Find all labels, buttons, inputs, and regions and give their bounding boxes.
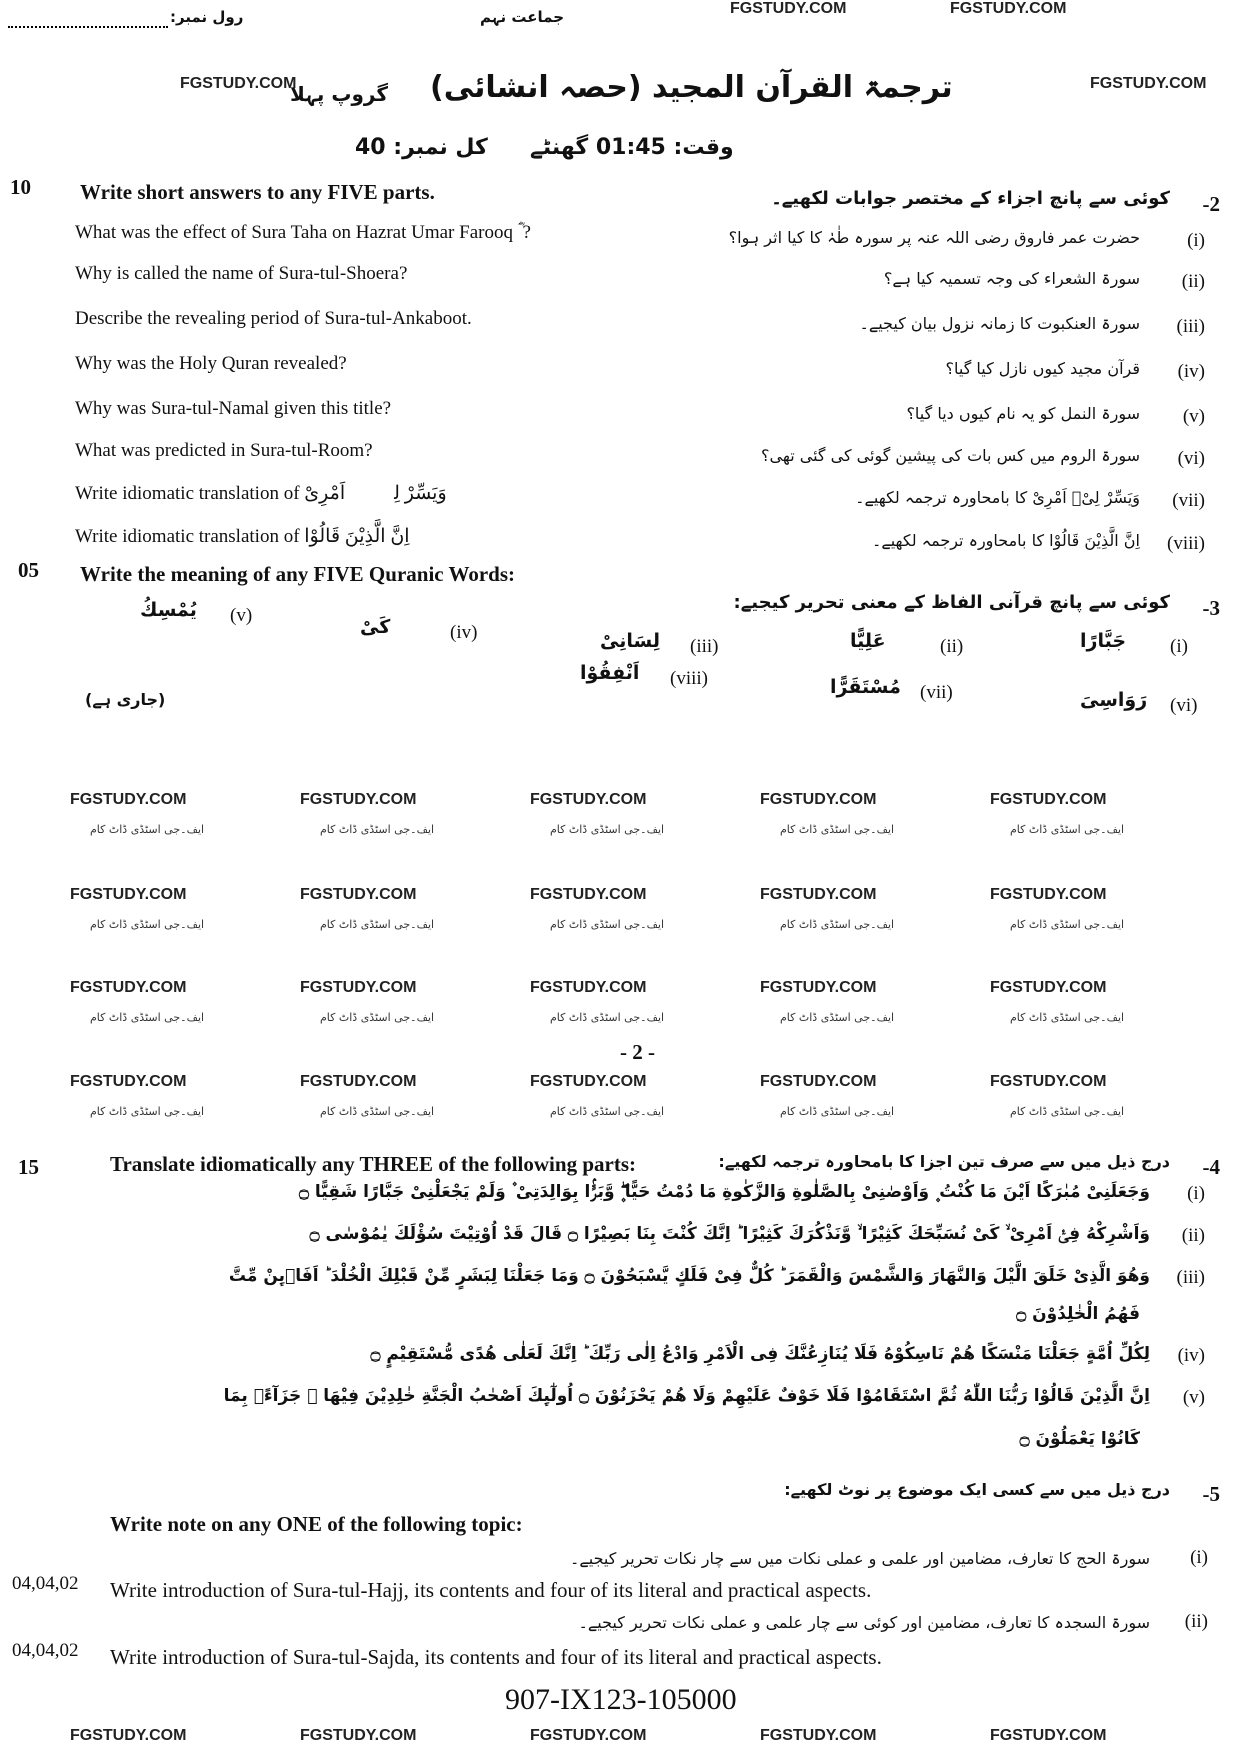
q5-part-marks: 04,04,02 [12,1640,79,1661]
word-number: (ii) [940,636,964,657]
question-part-en: What was predicted in Sura-tul-Room? [75,440,373,461]
watermark-text: FGSTUDY.COM [990,1727,1107,1744]
question-part-ur: قرآن مجید کیوں نازل کیا گیا؟ [945,359,1140,378]
question-part-number: (vii) [1172,490,1205,511]
q5-part-number: (i) [1190,1547,1208,1568]
q4-instruction-en: Translate idiomatically any THREE of the following parts: [110,1152,636,1176]
watermark-text-urdu: ایف۔جی اسٹڈی ڈاٹ کام [320,1105,435,1118]
q3-instruction-en: Write the meaning of any FIVE Quranic Words: [80,562,515,586]
q4-marks: 15 [18,1155,39,1179]
question-part-en: Why was the Holy Quran revealed? [75,353,347,374]
roll-no-label: رول نمبر: [170,8,244,26]
watermark-text-urdu: ایف۔جی اسٹڈی ڈاٹ کام [780,1011,895,1024]
word-number: (i) [1170,636,1188,657]
question-part-en: Write idiomatic translation of اِنَّ الَّذِیْنَ قَالُوْا [75,526,410,547]
q5-part-en: Write introduction of Sura-tul-Hajj, its contents and four of its literal and practical aspects. [110,1578,872,1602]
watermark-text-urdu: ایف۔جی اسٹڈی ڈاٹ کام [1010,1011,1125,1024]
question-part-number: (iv) [1177,361,1205,382]
arabic-verse-line: وَجَعَلَنِیْ مُبٰرَكًا اَیْنَ مَا كُنْتُ ۪ وَاَوْصٰنِیْ بِالصَّلٰوةِ وَالزَّكٰوةِ مَا دُمْتُ حَیًّا ۪ۖ وَّبَرًّۢا بِوَالِدَتِیْ ۫ وَلَمْ یَجْعَلْنِیْ جَبَّارًا شَقِیًّا ۝ [299,1182,1150,1202]
watermark-text: FGSTUDY.COM [990,886,1107,903]
word-number: (vi) [1170,695,1198,716]
question-part-en: Describe the revealing period of Sura-tul-Ankaboot. [75,308,472,329]
watermark-text-urdu: ایف۔جی اسٹڈی ڈاٹ کام [1010,823,1125,836]
watermark-text-urdu: ایف۔جی اسٹڈی ڈاٹ کام [550,823,665,836]
continued-note: (جاری ہے) [85,690,166,709]
watermark-text: FGSTUDY.COM [70,1727,187,1744]
word-number: (viii) [670,668,708,689]
watermark-text-urdu: ایف۔جی اسٹڈی ڈاٹ کام [780,1105,895,1118]
watermark-text-urdu: ایف۔جی اسٹڈی ڈاٹ کام [90,823,205,836]
watermark-text: FGSTUDY.COM [300,1073,417,1090]
watermark-text: FGSTUDY.COM [530,1073,647,1090]
group-label: گروپ پہلا [290,82,388,106]
quranic-word: كَیْ [360,616,391,638]
question-part-number: (vi) [1177,448,1205,469]
watermark-text-urdu: ایف۔جی اسٹڈی ڈاٹ کام [550,1011,665,1024]
watermark-text-urdu: ایف۔جی اسٹڈی ڈاٹ کام [90,1011,205,1024]
question-part-ur: سورۃ الروم میں کس بات کی پیشین گوئی کی گئی تھی؟ [761,446,1140,465]
watermark-text-urdu: ایف۔جی اسٹڈی ڈاٹ کام [90,918,205,931]
question-part-ur: سورۃ الشعراء کی وجہ تسمیہ کیا ہے؟ [883,269,1140,288]
q5-part-marks: 04,04,02 [12,1573,79,1594]
quranic-word: رَوَاسِیَ [1080,689,1148,711]
arabic-verse-line: لِكُلِّ اُمَّةٍ جَعَلْنَا مَنْسَكًا هُمْ نَاسِكُوْهُ فَلَا یُنَازِعُنَّكَ فِی الْاَمْرِ وَادْعُ اِلٰى رَبِّكَ ؕ اِنَّكَ لَعَلٰى هُدًى مُّسْتَقِیْمٍ ۝ [370,1344,1150,1364]
watermark-text-urdu: ایف۔جی اسٹڈی ڈاٹ کام [550,1105,665,1118]
watermark-text-urdu: ایف۔جی اسٹڈی ڈاٹ کام [320,918,435,931]
q5-part-number: (ii) [1184,1611,1208,1632]
q5-number: -5 [1202,1482,1220,1506]
watermark-text: FGSTUDY.COM [300,791,417,808]
question-part-number: (v) [1182,1387,1205,1408]
watermark-text: FGSTUDY.COM [990,979,1107,996]
watermark-text: FGSTUDY.COM [760,791,877,808]
question-part-number: (ii) [1181,1225,1205,1246]
arabic-verse-line: اِنَّ الَّذِیْنَ قَالُوْا رَبُّنَا اللّٰهُ ثُمَّ اسْتَقَامُوْا فَلَا خَوْفٌ عَلَیْهِمْ وَلَا هُمْ یَحْزَنُوْنَ ۝ اُولٰٓىِٕكَ اَصْحٰبُ الْجَنَّةِ خٰلِدِیْنَ فِیْهَا ۚ جَزَآءًۢ بِمَا [223,1386,1150,1406]
watermark-text: FGSTUDY.COM [990,1073,1107,1090]
watermark-text: FGSTUDY.COM [950,0,1067,17]
q3-marks: 05 [18,558,39,582]
question-part-ur: وَیَسِّرْ لِیْۤ اَمْرِیْ کا بامحاورہ ترجمہ لکھیے۔ [855,488,1140,507]
watermark-text: FGSTUDY.COM [300,886,417,903]
question-part-number: (i) [1187,230,1205,251]
question-part-number: (v) [1182,406,1205,427]
watermark-text-urdu: ایف۔جی اسٹڈی ڈاٹ کام [1010,1105,1125,1118]
quranic-word: اَنْفِقُوْا [580,662,640,684]
watermark-text: FGSTUDY.COM [530,791,647,808]
question-part-number: (iii) [1176,1267,1205,1288]
watermark-text: FGSTUDY.COM [530,1727,647,1744]
question-part-en: What was the effect of Sura Taha on Hazrat Umar Farooq ؓ ? [75,222,531,243]
watermark-text-urdu: ایف۔جی اسٹڈی ڈاٹ کام [320,1011,435,1024]
word-number: (vii) [920,682,953,703]
watermark-text-urdu: ایف۔جی اسٹڈی ڈاٹ کام [550,918,665,931]
watermark-text: FGSTUDY.COM [180,75,297,92]
question-part-en: Why was Sura-tul-Namal given this title? [75,398,392,419]
word-number: (v) [230,605,253,626]
q2-marks: 10 [10,175,31,199]
arabic-verse-line: وَهُوَ الَّذِیْ خَلَقَ الَّیْلَ وَالنَّهَارَ وَالشَّمْسَ وَالْقَمَرَ ؕ كُلٌّ فِیْ فَلَكٍ یَّسْبَحُوْنَ ۝ وَمَا جَعَلْنَا لِبَشَرٍ مِّنْ قَبْلِكَ الْخُلْدَ ؕ اَفَاۡىِٕنْ مِّتَّ [228,1266,1150,1286]
question-part-en: Why is called the name of Sura-tul-Shoera? [75,263,408,284]
q4-instruction-ur: درج ذیل میں سے صرف تین اجزا کا بامحاورہ ترجمہ لکھیے: [718,1152,1170,1171]
word-number: (iv) [450,622,478,643]
quranic-word: مُسْتَقَرًّا [830,676,901,698]
roll-no-field [8,10,168,28]
watermark-text: FGSTUDY.COM [70,886,187,903]
watermark-text: FGSTUDY.COM [70,791,187,808]
q5-part-en: Write introduction of Sura-tul-Sajda, its contents and four of its literal and practical aspects. [110,1645,882,1669]
question-part-number: (iv) [1177,1345,1205,1366]
watermark-text: FGSTUDY.COM [760,1073,877,1090]
watermark-text: FGSTUDY.COM [730,0,847,17]
q5-part-ur: سورۃ الحج کا تعارف، مضامین اور علمی و عملی نکات میں سے چار نکات تحریر کیجیے۔ [570,1549,1150,1568]
class-label: جماعت نہم [480,8,565,26]
watermark-text: FGSTUDY.COM [70,979,187,996]
page-title: ترجمۃ القرآن المجید (حصہ انشائی) [430,70,953,105]
watermark-text-urdu: ایف۔جی اسٹڈی ڈاٹ کام [320,823,435,836]
watermark-text: FGSTUDY.COM [300,1727,417,1744]
question-part-number: (viii) [1167,533,1205,554]
question-part-ur: سورۃ النمل کو یہ نام کیوں دیا گیا؟ [906,404,1140,423]
quranic-word: لِسَانِیْ [600,630,660,652]
page-number: - 2 - [620,1040,655,1064]
quranic-word: عَلِیًّا [850,630,886,652]
quranic-word: یُمْسِكُ [140,599,197,621]
question-part-number: (iii) [1176,316,1205,337]
question-part-en: Write idiomatic translation of وَیَسِّرْ لِیْۤ اَمْرِیْ [75,483,447,504]
arabic-verse-line: فَهُمُ الْخٰلِدُوْنَ ۝ [1016,1304,1140,1324]
q3-number: -3 [1202,596,1220,620]
quranic-word: جَبَّارًا [1080,630,1127,652]
watermark-text: FGSTUDY.COM [300,979,417,996]
q2-number: -2 [1202,192,1220,216]
q4-number: -4 [1202,1155,1220,1179]
watermark-text-urdu: ایف۔جی اسٹڈی ڈاٹ کام [780,918,895,931]
arabic-verse-line: كَانُوْا یَعْمَلُوْنَ ۝ [1019,1429,1140,1449]
watermark-text: FGSTUDY.COM [990,791,1107,808]
watermark-text: FGSTUDY.COM [760,886,877,903]
time-label: وقت: 01:45 گھنٹے [530,135,734,160]
watermark-text: FGSTUDY.COM [760,979,877,996]
watermark-text: FGSTUDY.COM [70,1073,187,1090]
arabic-verse-line: وَاَشْرِكْهُ فِیْۤ اَمْرِیْ ۙ كَیْ نُسَبِّحَكَ كَثِیْرًا ۙ وَّنَذْكُرَكَ كَثِیْرًا ؕ اِنَّكَ كُنْتَ بِنَا بَصِیْرًا ۝ قَالَ قَدْ اُوْتِیْتَ سُؤْلَكَ یٰمُوْسٰى ۝ [309,1224,1150,1244]
paper-code: 907-IX123-105000 [505,1683,737,1716]
watermark-text: FGSTUDY.COM [530,979,647,996]
q5-part-ur: سورۃ السجدہ کا تعارف، مضامین اور کوئی سے چار علمی و عملی نکات تحریر کیجیے۔ [578,1613,1150,1632]
watermark-text-urdu: ایف۔جی اسٹڈی ڈاٹ کام [780,823,895,836]
watermark-text-urdu: ایف۔جی اسٹڈی ڈاٹ کام [90,1105,205,1118]
question-part-ur: سورۃ العنکبوت کا زمانہ نزول بیان کیجیے۔ [859,314,1140,333]
q5-instruction-ur: درج ذیل میں سے کسی ایک موضوع پر نوٹ لکھیے: [784,1480,1170,1499]
watermark-text: FGSTUDY.COM [1090,75,1207,92]
watermark-text-urdu: ایف۔جی اسٹڈی ڈاٹ کام [1010,918,1125,931]
q2-instruction-en: Write short answers to any FIVE parts. [80,180,435,204]
question-part-ur: اِنَّ الَّذِیْنَ قَالُوْا کا بامحاورہ ترجمہ لکھیے۔ [871,531,1140,550]
question-part-ur: حضرت عمر فاروق رضی اللہ عنہ پر سورہ طٰہٰ کا کیا اثر ہوا؟ [728,228,1140,247]
watermark-text: FGSTUDY.COM [530,886,647,903]
q2-instruction-ur: کوئی سے پانچ اجزاء کے مختصر جوابات لکھیے۔ [771,188,1170,209]
watermark-text: FGSTUDY.COM [760,1727,877,1744]
question-part-number: (ii) [1181,271,1205,292]
q3-instruction-ur: کوئی سے پانچ قرآنی الفاظ کے معنی تحریر کیجیے: [733,592,1170,613]
question-part-number: (i) [1187,1183,1205,1204]
total-marks-label: کل نمبر: 40 [355,135,488,160]
word-number: (iii) [690,636,719,657]
q5-instruction-en: Write note on any ONE of the following topic: [110,1512,523,1536]
